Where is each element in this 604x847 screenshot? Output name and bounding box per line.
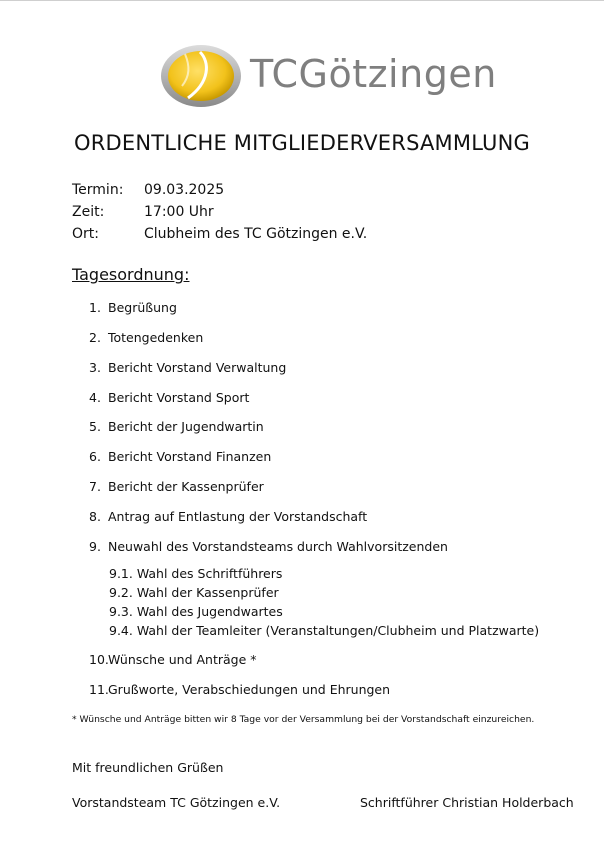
meta-label: Termin: [72,182,124,198]
agenda-item [89,682,390,697]
agenda-item-number: 8. [89,509,101,524]
agenda-item-text: Neuwahl des Vorstandsteams durch Wahlvorsitzenden [108,539,448,554]
agenda-item [89,360,286,375]
agenda-item [89,449,271,464]
meta-value: 17:00 Uhr [144,204,214,220]
club-logo [160,44,497,108]
agenda-item-text: Bericht Vorstand Verwaltung [108,360,287,375]
agenda-item-number: 6. [89,449,101,464]
agenda-item-number: 7. [89,479,101,494]
agenda-item-number: 9. [89,539,101,554]
agenda-item-number: 1. [89,300,101,315]
page-title: ORDENTLICHE MITGLIEDERVERSAMMLUNG [74,131,530,155]
agenda-item-number: 5. [89,419,101,434]
agenda-item-number: 4. [89,390,101,405]
signature-right: Schriftführer Christian Holderbach [360,795,574,810]
agenda-subitem: 9.3. Wahl des Jugendwartes [109,604,283,619]
agenda-item-text: Totengedenken [108,330,204,345]
agenda-item [89,419,264,434]
agenda-item-number: 3. [89,360,101,375]
agenda-item-number: 11. [89,682,109,697]
meta-value: 09.03.2025 [144,182,225,198]
agenda-item-text: Grußworte, Verabschiedungen und Ehrungen [108,682,391,697]
agenda-item [89,539,448,554]
agenda-item-text: Bericht der Jugendwartin [108,419,264,434]
agenda-item [89,300,177,315]
agenda-heading: Tagesordnung: [72,265,190,284]
footnote: * Wünsche und Anträge bitten wir 8 Tage vor der Versammlung bei der Vorstandschaft einzureichen. [72,714,535,725]
meta-label: Ort: [72,226,99,242]
agenda-item-text: Bericht Vorstand Finanzen [108,449,272,464]
closing-greeting: Mit freundlichen Grüßen [72,760,224,775]
top-divider [0,0,604,1]
agenda-item [89,390,249,405]
agenda-subitem: 9.2. Wahl der Kassenprüfer [109,585,279,600]
agenda-item [89,509,367,524]
agenda-item-number: 2. [89,330,101,345]
signature-left: Vorstandsteam TC Götzingen e.V. [72,795,281,810]
meta-row-time [72,204,214,220]
agenda-item [89,652,257,667]
agenda-item-text: Bericht Vorstand Sport [108,390,250,405]
meta-label: Zeit: [72,204,105,220]
agenda-subitem: 9.4. Wahl der Teamleiter (Veranstaltungen/Clubheim und Platzwarte) [109,623,540,638]
meta-row-location [72,226,367,242]
agenda-subitem: 9.1. Wahl des Schriftführers [109,566,283,581]
agenda-item-number: 10. [89,652,109,667]
meta-value: Clubheim des TC Götzingen e.V. [144,226,368,242]
agenda-item-text: Wünsche und Anträge * [108,652,257,667]
agenda-item [89,479,264,494]
logo-text: TCGötzingen [250,52,497,96]
meta-row-date [72,182,224,198]
agenda-item-text: Antrag auf Entlastung der Vorstandschaft [108,509,368,524]
agenda-item-text: Begrüßung [108,300,177,315]
agenda-item [89,330,203,345]
agenda-item-text: Bericht der Kassenprüfer [108,479,264,494]
